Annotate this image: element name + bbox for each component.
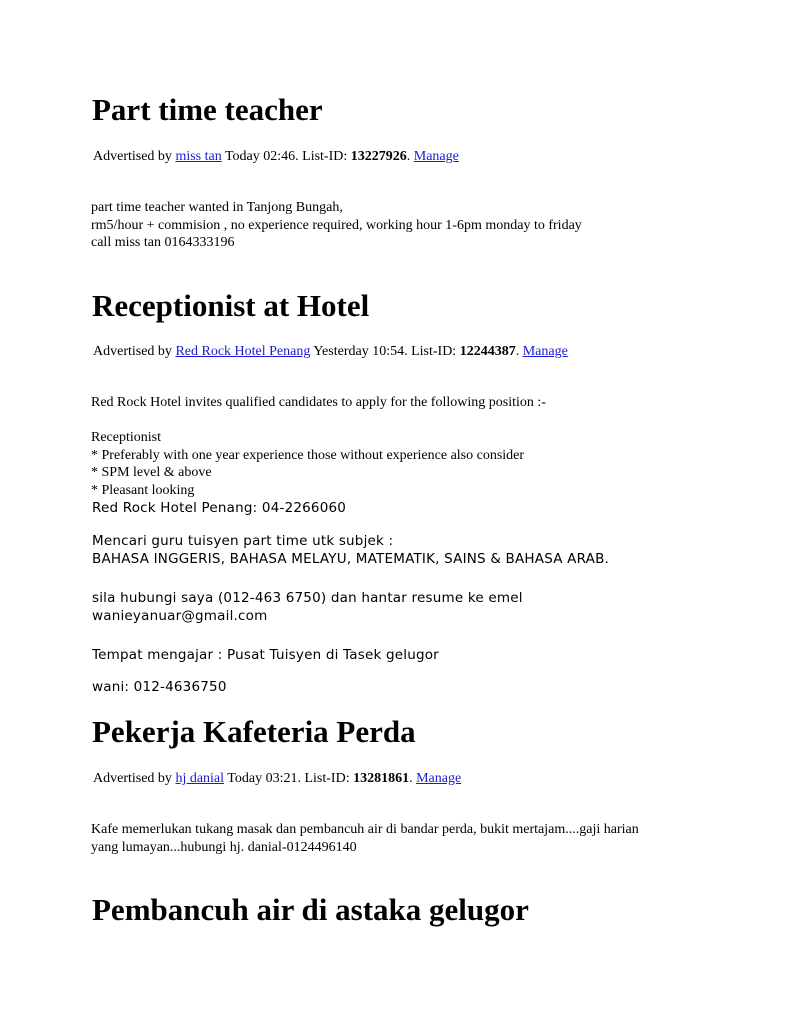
advertised-by-label: Advertised by — [93, 771, 172, 786]
separator: . — [515, 344, 520, 359]
ad-meta — [93, 343, 568, 360]
list-id-label: List-ID: — [304, 771, 350, 786]
list-id-label: List-ID: — [411, 344, 457, 359]
advertised-by-label: Advertised by — [93, 344, 172, 359]
list-id-value: 12244387 — [459, 344, 516, 359]
tuition-location: Tempat mengajar : Pusat Tuisyen di Tasek gelugor — [92, 647, 439, 663]
separator: . — [409, 771, 413, 786]
tuition-subjects: BAHASA INGGERIS, BAHASA MELAYU, MATEMATIK, SAINS & BAHASA ARAB. — [92, 551, 610, 567]
ad-title: Part time teacher — [92, 92, 323, 127]
advertiser-link[interactable]: hj danial — [175, 771, 225, 786]
tuition-line: Mencari guru tuisyen part time utk subjek : — [92, 533, 394, 549]
advertiser-link[interactable]: miss tan — [175, 149, 222, 164]
advertised-by-label: Advertised by — [93, 149, 172, 164]
ad-body: Kafe memerlukan tukang masak dan pembancuh air di bandar perda, bukit mertajam....gaji harian yang lumayan...hubungi hj. danial-0124496140 — [91, 822, 639, 855]
ad-body: Red Rock Hotel invites qualified candidates to apply for the following position :- Receptionist * Preferably with one year experience those without experience also consider * SPM level & above * Pleasant looking — [91, 395, 546, 498]
tuition-email: wanieyanuar@gmail.com — [92, 608, 268, 624]
ad-title: Pembancuh air di astaka gelugor — [92, 892, 529, 927]
ad-meta — [93, 770, 461, 787]
posted-time: Today 03:21. — [227, 771, 301, 786]
advertiser-link[interactable]: Red Rock Hotel Penang — [175, 344, 311, 359]
list-id-value: 13281861 — [353, 771, 410, 786]
ad-body: part time teacher wanted in Tanjong Bungah, rm5/hour + commision , no experience required, working hour 1-6pm monday to friday call miss tan 0164333196 — [91, 200, 582, 250]
ad-title: Receptionist at Hotel — [92, 288, 370, 323]
ad-title: Pekerja Kafeteria Perda — [92, 714, 416, 749]
tuition-line: sila hubungi saya (012-463 6750) dan hantar resume ke emel — [92, 590, 523, 606]
hotel-contact: Red Rock Hotel Penang: 04-2266060 — [92, 500, 347, 516]
list-id-label: List-ID: — [302, 149, 348, 164]
posted-time: Today 02:46. — [224, 149, 299, 164]
tuition-phone: wani: 012-4636750 — [92, 679, 227, 695]
list-id-value: 13227926 — [350, 149, 407, 164]
posted-time: Yesterday 10:54. — [313, 344, 408, 359]
ad-meta — [93, 148, 459, 165]
manage-link[interactable]: Manage — [413, 149, 459, 164]
manage-link[interactable]: Manage — [416, 771, 462, 786]
manage-link[interactable]: Manage — [522, 344, 568, 359]
separator: . — [406, 149, 411, 164]
